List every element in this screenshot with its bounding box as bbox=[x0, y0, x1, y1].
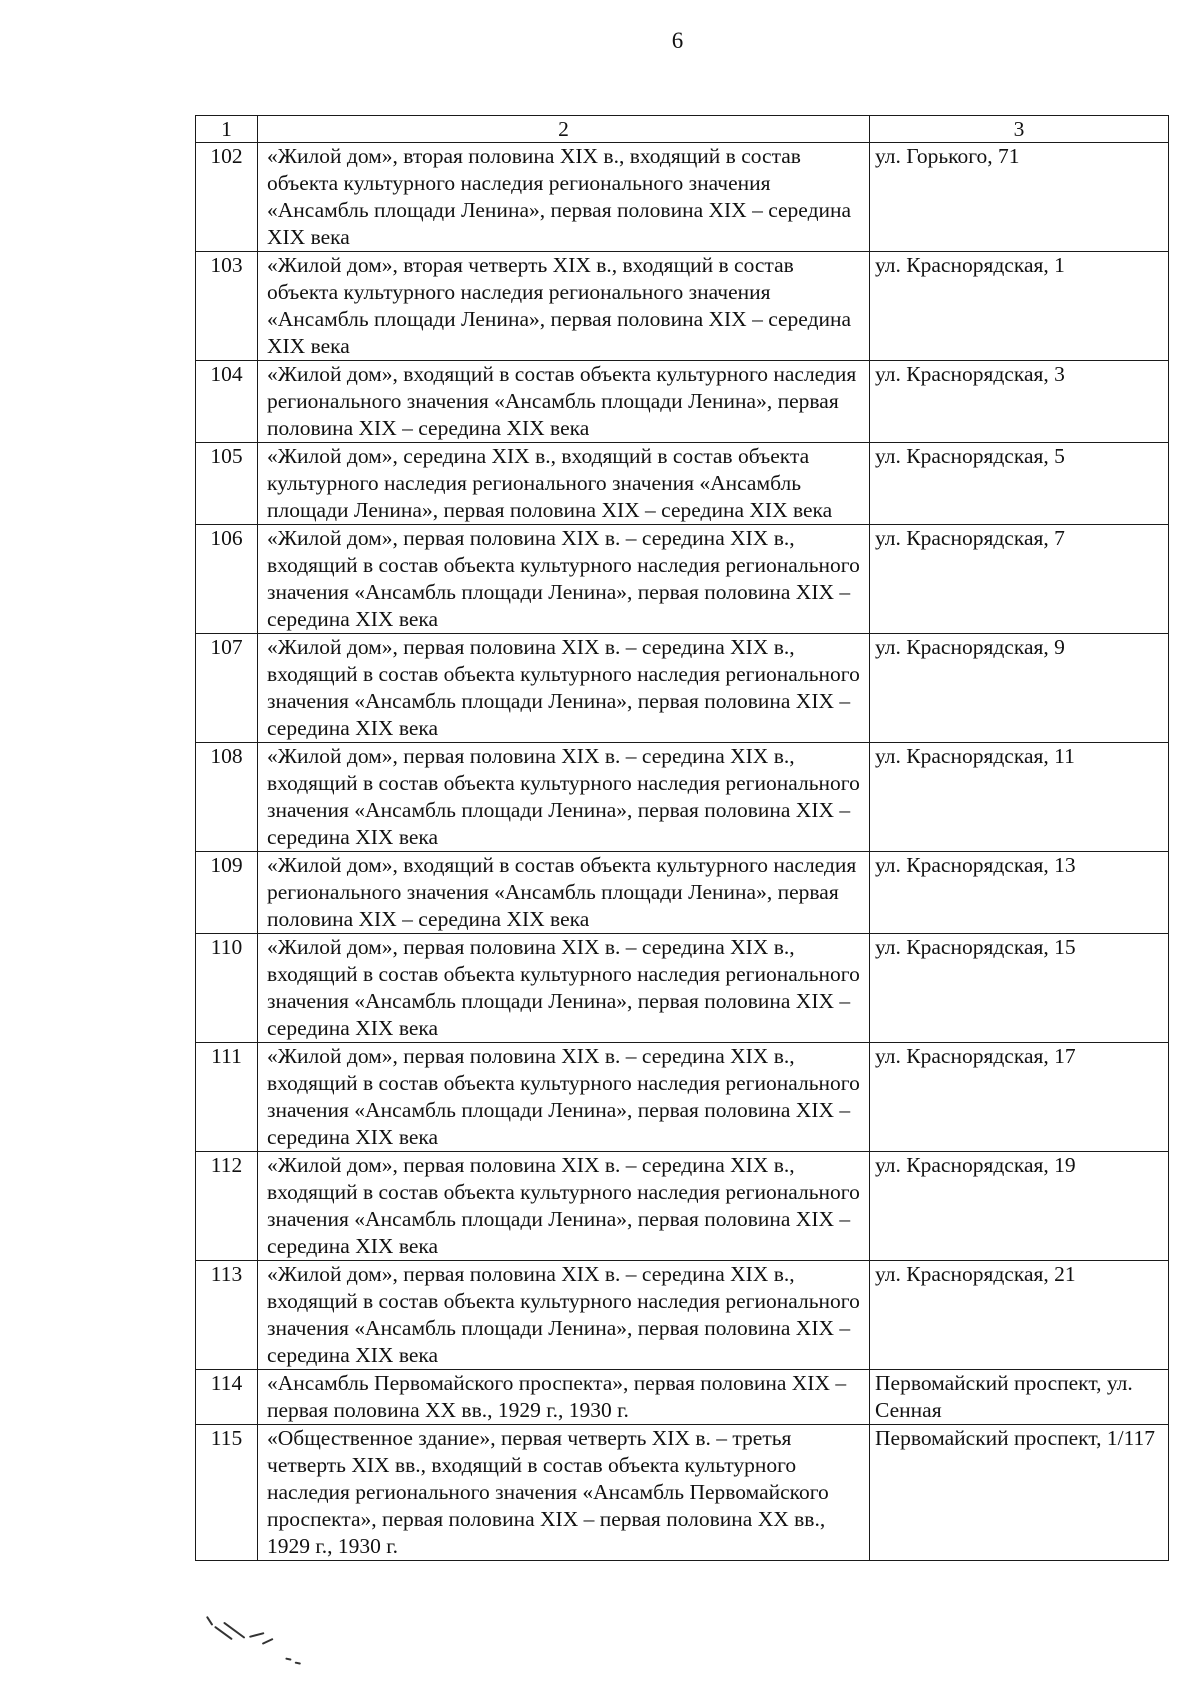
row-address: ул. Краснорядская, 19 bbox=[870, 1152, 1169, 1261]
page-number: 6 bbox=[671, 28, 684, 53]
row-number: 112 bbox=[196, 1152, 258, 1261]
table-row bbox=[196, 1425, 1169, 1561]
row-description: «Жилой дом», первая половина XIX в. – середина XIX в., входящий в состав объекта культурного наследия регионального значения «Ансамбль площади Ленина», первая половина XIX – середина XIX века bbox=[258, 1152, 870, 1261]
row-number: 109 bbox=[196, 852, 258, 934]
row-description: «Жилой дом», первая половина XIX в. – середина XIX в., входящий в состав объекта культурного наследия регионального значения «Ансамбль площади Ленина», первая половина XIX – середина XIX века bbox=[258, 743, 870, 852]
table-row bbox=[196, 852, 1169, 934]
row-address: ул. Горького, 71 bbox=[870, 143, 1169, 252]
scan-mark-scribble bbox=[197, 1613, 334, 1685]
row-address: ул. Краснорядская, 7 bbox=[870, 525, 1169, 634]
row-address: ул. Краснорядская, 17 bbox=[870, 1043, 1169, 1152]
scribble-icon bbox=[198, 1613, 333, 1679]
row-number: 103 bbox=[196, 252, 258, 361]
row-address: ул. Краснорядская, 3 bbox=[870, 361, 1169, 443]
row-description: «Жилой дом», середина XIX в., входящий в состав объекта культурного наследия регионального значения «Ансамбль площади Ленина», первая половина XIX – середина XIX века bbox=[258, 443, 870, 525]
row-address: ул. Краснорядская, 11 bbox=[870, 743, 1169, 852]
row-description: «Жилой дом», входящий в состав объекта культурного наследия регионального значения «Ансамбль площади Ленина», первая половина XIX – середина XIX века bbox=[258, 361, 870, 443]
row-number: 110 bbox=[196, 934, 258, 1043]
table-row bbox=[196, 525, 1169, 634]
row-number: 106 bbox=[196, 525, 258, 634]
row-address: ул. Краснорядская, 9 bbox=[870, 634, 1169, 743]
table-header-row bbox=[196, 116, 1169, 143]
table-row bbox=[196, 1261, 1169, 1370]
row-description: «Общественное здание», первая четверть XIX в. – третья четверть XIX вв., входящий в состав объекта культурного наследия регионального значения «Ансамбль Первомайского проспекта», первая половина XIX – первая половина XX вв., 1929 г., 1930 г. bbox=[258, 1425, 870, 1561]
header-col-1: 1 bbox=[196, 116, 258, 143]
row-number: 102 bbox=[196, 143, 258, 252]
table-row bbox=[196, 1043, 1169, 1152]
header-col-3: 3 bbox=[870, 116, 1169, 143]
row-address: ул. Краснорядская, 5 bbox=[870, 443, 1169, 525]
row-description: «Жилой дом», первая половина XIX в. – середина XIX в., входящий в состав объекта культурного наследия регионального значения «Ансамбль площади Ленина», первая половина XIX – середина XIX века bbox=[258, 1261, 870, 1370]
row-address: ул. Краснорядская, 13 bbox=[870, 852, 1169, 934]
table-row bbox=[196, 743, 1169, 852]
table-row bbox=[196, 634, 1169, 743]
row-description: «Ансамбль Первомайского проспекта», первая половина XIX – первая половина XX вв., 1929 г., 1930 г. bbox=[258, 1370, 870, 1425]
header-col-2: 2 bbox=[258, 116, 870, 143]
table-row bbox=[196, 1370, 1169, 1425]
table-row bbox=[196, 361, 1169, 443]
row-description: «Жилой дом», вторая половина XIX в., входящий в состав объекта культурного наследия регионального значения «Ансамбль площади Ленина», первая половина XIX – середина XIX века bbox=[258, 143, 870, 252]
row-number: 108 bbox=[196, 743, 258, 852]
table-row bbox=[196, 934, 1169, 1043]
row-number: 111 bbox=[196, 1043, 258, 1152]
heritage-objects-table bbox=[195, 115, 1169, 1561]
row-address: ул. Краснорядская, 21 bbox=[870, 1261, 1169, 1370]
table-row bbox=[196, 443, 1169, 525]
row-description: «Жилой дом», первая половина XIX в. – середина XIX в., входящий в состав объекта культурного наследия регионального значения «Ансамбль площади Ленина», первая половина XIX – середина XIX века bbox=[258, 1043, 870, 1152]
row-description: «Жилой дом», первая половина XIX в. – середина XIX в., входящий в состав объекта культурного наследия регионального значения «Ансамбль площади Ленина», первая половина XIX – середина XIX века bbox=[258, 934, 870, 1043]
row-description: «Жилой дом», первая половина XIX в. – середина XIX в., входящий в состав объекта культурного наследия регионального значения «Ансамбль площади Ленина», первая половина XIX – середина XIX века bbox=[258, 634, 870, 743]
row-description: «Жилой дом», вторая четверть XIX в., входящий в состав объекта культурного наследия регионального значения «Ансамбль площади Ленина», первая половина XIX – середина XIX века bbox=[258, 252, 870, 361]
row-address: Первомайский проспект, ул. Сенная bbox=[870, 1370, 1169, 1425]
row-number: 104 bbox=[196, 361, 258, 443]
row-number: 113 bbox=[196, 1261, 258, 1370]
row-number: 107 bbox=[196, 634, 258, 743]
row-number: 105 bbox=[196, 443, 258, 525]
row-address: Первомайский проспект, 1/117 bbox=[870, 1425, 1169, 1561]
row-description: «Жилой дом», первая половина XIX в. – середина XIX в., входящий в состав объекта культурного наследия регионального значения «Ансамбль площади Ленина», первая половина XIX – середина XIX века bbox=[258, 525, 870, 634]
row-address: ул. Краснорядская, 1 bbox=[870, 252, 1169, 361]
row-address: ул. Краснорядская, 15 bbox=[870, 934, 1169, 1043]
row-description: «Жилой дом», входящий в состав объекта культурного наследия регионального значения «Ансамбль площади Ленина», первая половина XIX – середина XIX века bbox=[258, 852, 870, 934]
table-row bbox=[196, 252, 1169, 361]
table-row bbox=[196, 143, 1169, 252]
table-row bbox=[196, 1152, 1169, 1261]
row-number: 114 bbox=[196, 1370, 258, 1425]
row-number: 115 bbox=[196, 1425, 258, 1561]
